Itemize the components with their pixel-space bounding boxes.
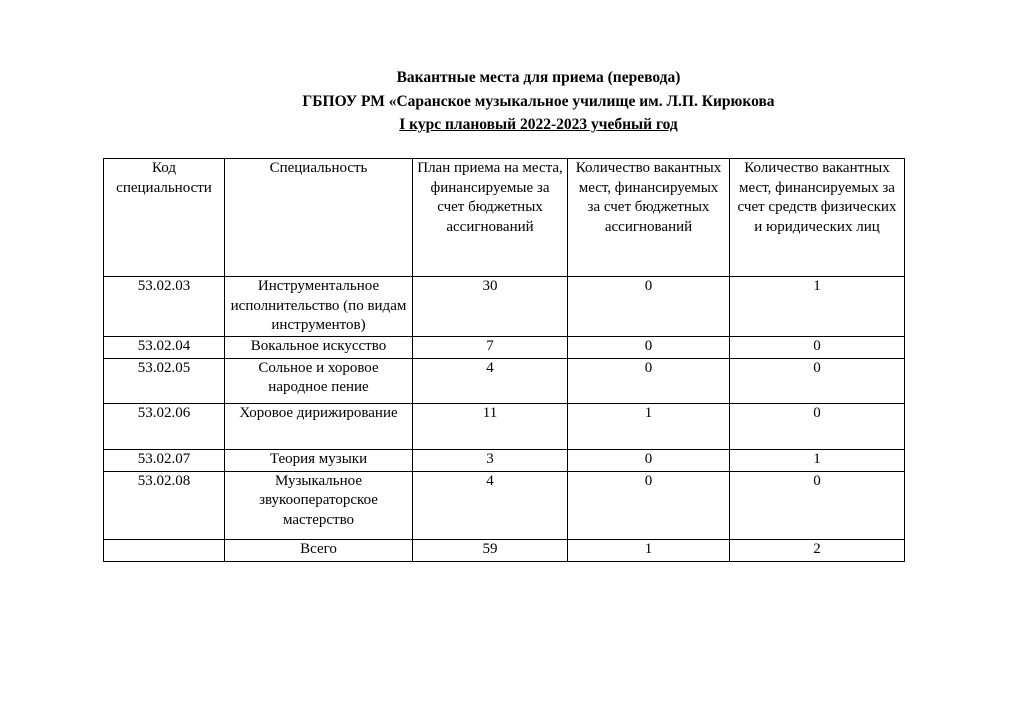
total-plan: 59: [413, 539, 568, 561]
cell-plan: 11: [413, 403, 568, 449]
cell-vacant-paid: 0: [730, 403, 905, 449]
cell-code: 53.02.07: [104, 449, 225, 471]
cell-plan: 4: [413, 471, 568, 539]
table-row: [104, 449, 905, 471]
cell-specialty: Теория музыки: [225, 449, 413, 471]
cell-code: 53.02.08: [104, 471, 225, 539]
total-vacant-budget: 1: [568, 539, 730, 561]
cell-vacant-budget: 1: [568, 403, 730, 449]
table-row: [104, 277, 905, 337]
total-row: [104, 539, 905, 561]
cell-specialty: Инструментальное исполнительство (по видам инструментов): [225, 277, 413, 337]
cell-plan: 3: [413, 449, 568, 471]
cell-vacant-budget: 0: [568, 358, 730, 403]
table-row: [104, 336, 905, 358]
cell-vacant-budget: 0: [568, 449, 730, 471]
cell-code: 53.02.04: [104, 336, 225, 358]
cell-vacant-paid: 1: [730, 277, 905, 337]
total-vacant-paid: 2: [730, 539, 905, 561]
header-vacant-paid: Количество вакантных мест, финансируемых за счет средств физических и юридических лиц: [730, 159, 905, 277]
cell-vacant-paid: 1: [730, 449, 905, 471]
cell-specialty: Музыкальное звукооператорское мастерство: [225, 471, 413, 539]
cell-code: 53.02.05: [104, 358, 225, 403]
vacancies-table: [103, 158, 905, 562]
cell-specialty: Сольное и хоровое народное пение: [225, 358, 413, 403]
cell-code: 53.02.06: [104, 403, 225, 449]
table-header-row: [104, 159, 905, 277]
cell-vacant-budget: 0: [568, 336, 730, 358]
header-code: Код специальности: [104, 159, 225, 277]
total-code: [104, 539, 225, 561]
institution-name: ГБПОУ РМ «Саранское музыкальное училище им. Л.П. Кирюкова: [302, 93, 775, 110]
cell-vacant-budget: 0: [568, 471, 730, 539]
document-title: Вакантные места для приема (перевода): [396, 69, 681, 86]
cell-plan: 4: [413, 358, 568, 403]
cell-plan: 7: [413, 336, 568, 358]
table-row: [104, 471, 905, 539]
table-row: [104, 358, 905, 403]
cell-vacant-paid: 0: [730, 471, 905, 539]
cell-specialty: Вокальное искусство: [225, 336, 413, 358]
total-label: Всего: [225, 539, 413, 561]
cell-vacant-paid: 0: [730, 358, 905, 403]
header-plan: План приема на места, финансируемые за счет бюджетных ассигнований: [413, 159, 568, 277]
cell-specialty: Хоровое дирижирование: [225, 403, 413, 449]
cell-code: 53.02.03: [104, 277, 225, 337]
header-vacant-budget: Количество вакантных мест, финансируемых за счет бюджетных ассигнований: [568, 159, 730, 277]
course-year-subtitle: I курс плановый 2022-2023 учебный год: [399, 116, 678, 133]
cell-vacant-paid: 0: [730, 336, 905, 358]
table-row: [104, 403, 905, 449]
cell-vacant-budget: 0: [568, 277, 730, 337]
header-specialty: Специальность: [225, 159, 413, 277]
cell-plan: 30: [413, 277, 568, 337]
